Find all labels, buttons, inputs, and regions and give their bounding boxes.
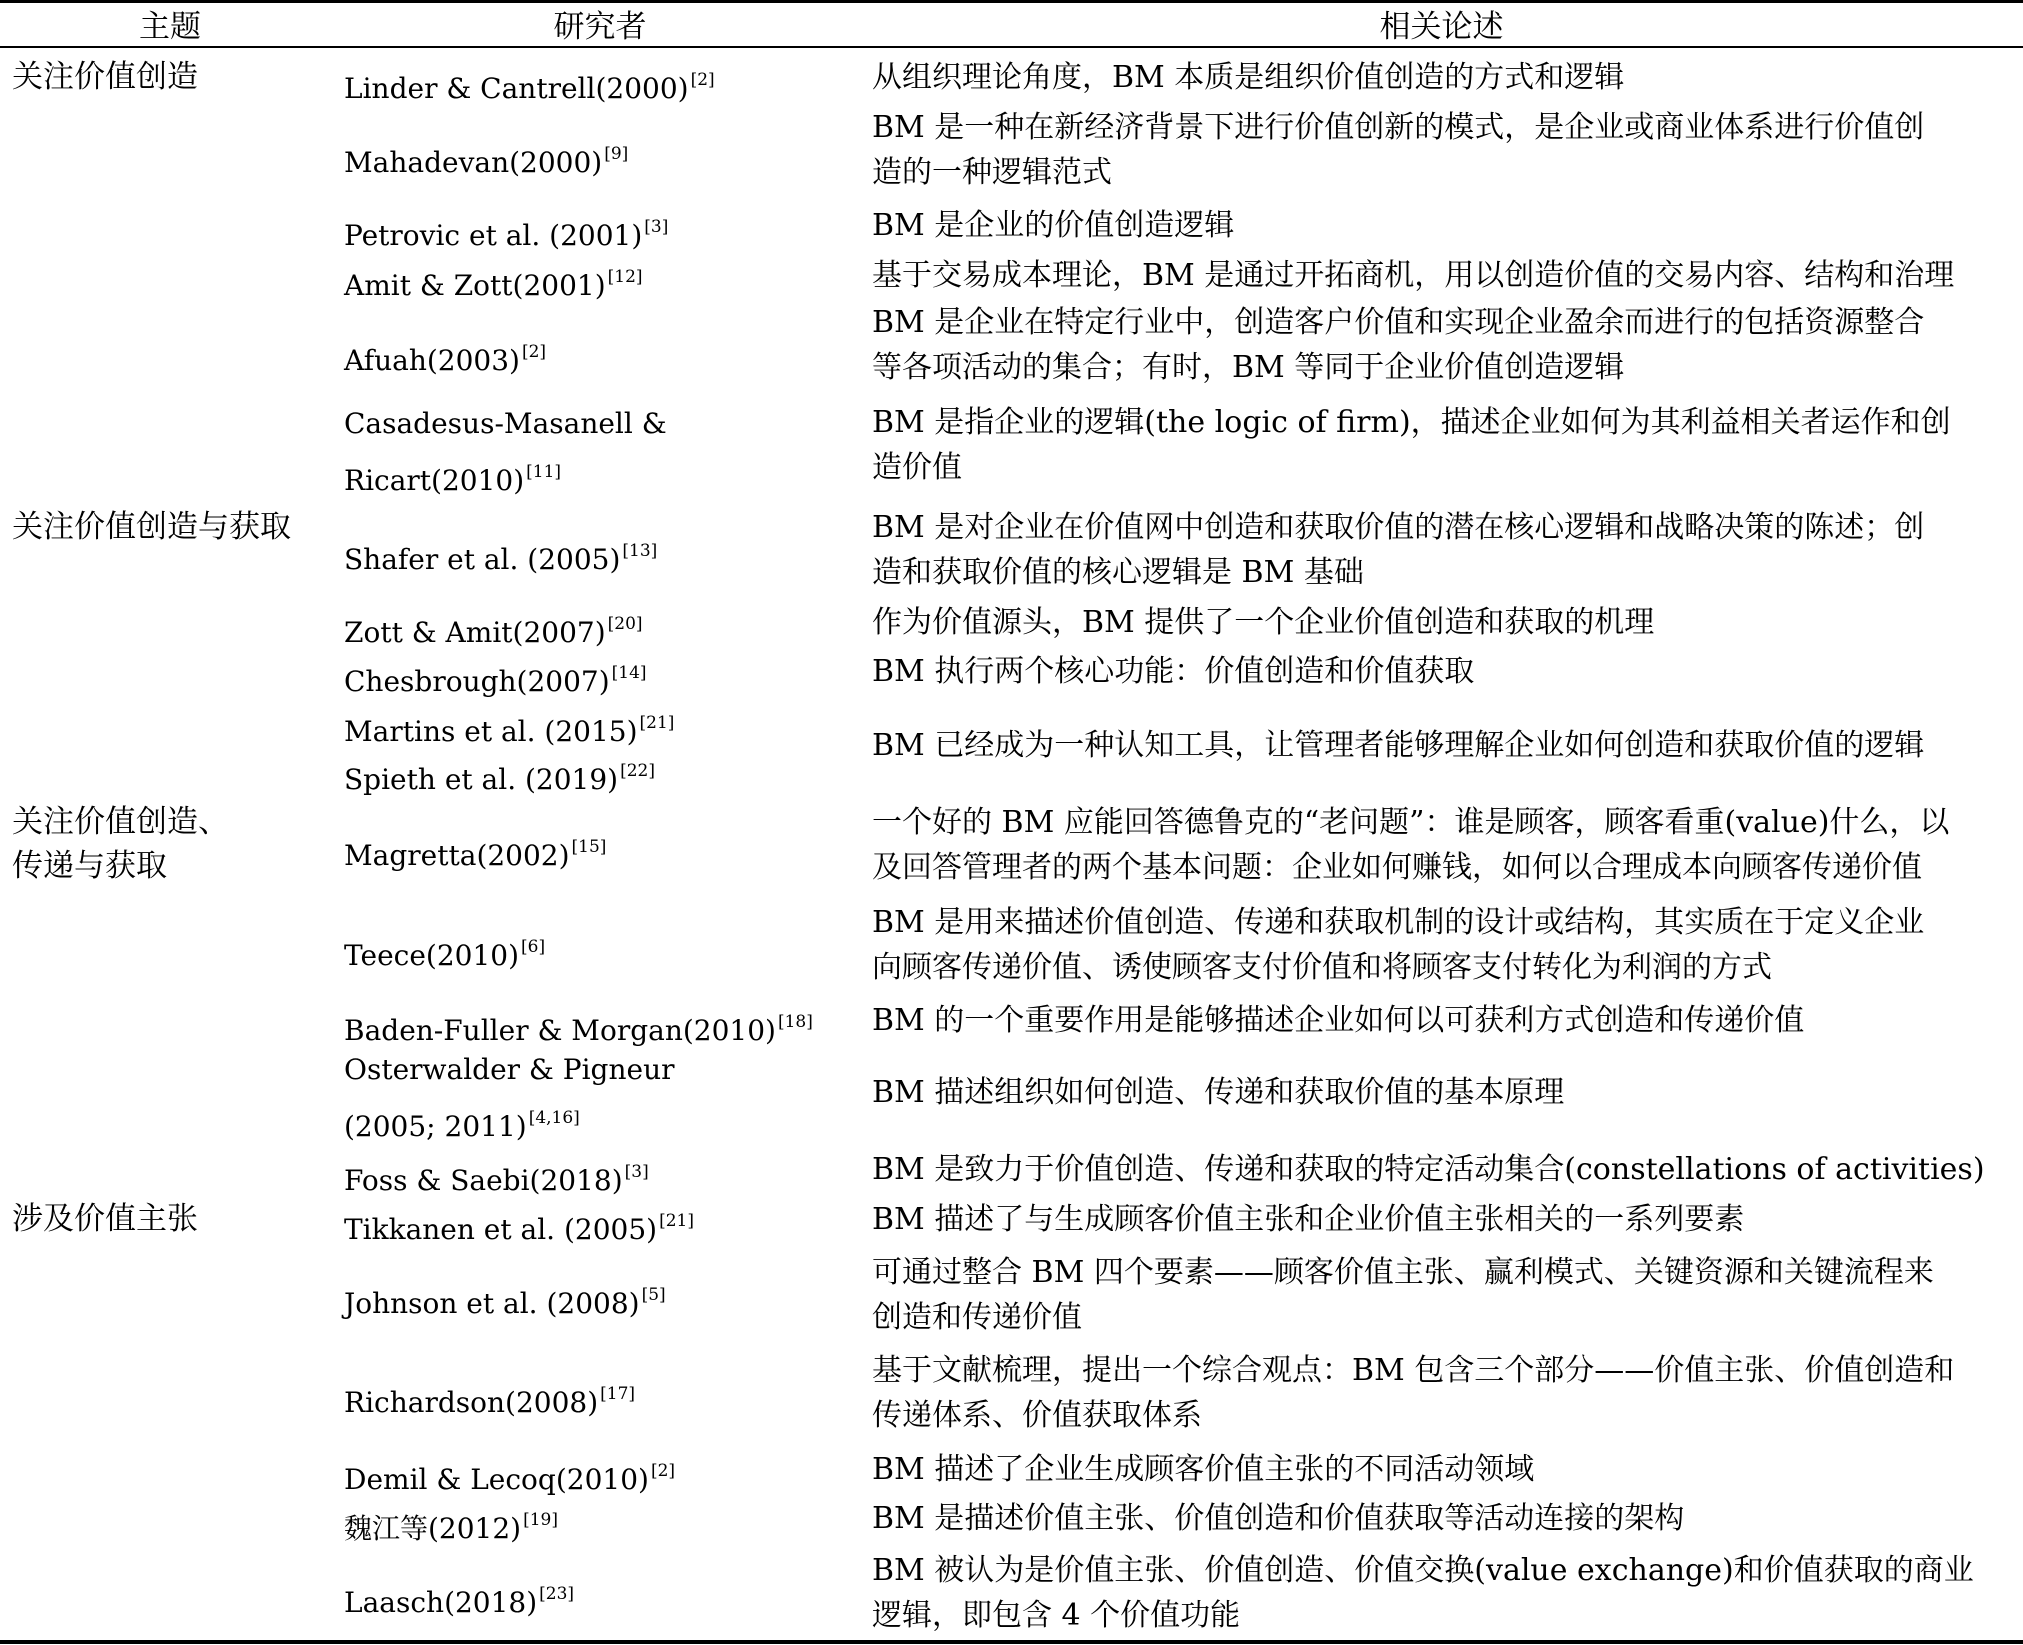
- reference-number: [6]: [521, 937, 546, 957]
- researcher-name: Mahadevan(2000): [344, 146, 603, 179]
- researcher-citation: [344, 649, 844, 706]
- reference-number: [17]: [600, 1384, 636, 1404]
- statement-text: BM 是指企业的逻辑(the logic of firm)，描述企业如何为其利益相关者运作和创: [872, 405, 1951, 440]
- researcher-name: Johnson et al. (2008): [344, 1287, 640, 1320]
- researcher-name: 魏江等(2012): [344, 1512, 522, 1545]
- reference-number: [2]: [521, 342, 547, 362]
- reference-number: [15]: [571, 837, 607, 857]
- researcher-citation: [344, 400, 844, 448]
- reference-number: [9]: [604, 144, 629, 164]
- researcher-citation: [344, 1197, 844, 1254]
- statement-text: 创造和传递价值: [872, 1300, 1082, 1335]
- researcher-citation: [344, 253, 844, 310]
- researcher-citation: [344, 130, 844, 187]
- statement-line: [872, 550, 2012, 595]
- statement-line: [872, 1250, 2012, 1295]
- researcher-name: Linder & Cantrell(2000): [344, 72, 689, 105]
- researcher-name: Richardson(2008): [344, 1386, 599, 1419]
- researcher-name: Baden-Fuller & Morgan(2010): [344, 1014, 776, 1047]
- statement-text: BM 描述了与生成顾客价值主张和企业价值主张相关的一系列要素: [872, 1202, 1745, 1237]
- statement-text: BM 是对企业在价值网中创造和获取价值的潜在核心逻辑和战略决策的陈述；创: [872, 510, 1925, 545]
- statement-text: 造价值: [872, 450, 962, 485]
- bottom-rule: [0, 1640, 2023, 1644]
- reference-number: [21]: [639, 713, 675, 733]
- statement-line: [872, 1197, 2012, 1242]
- statement-line: [872, 1070, 2012, 1115]
- statement-line: [872, 345, 2012, 390]
- researcher-citation: [344, 1496, 844, 1553]
- statement-text: 传递体系、价值获取体系: [872, 1398, 1202, 1433]
- statement-text: BM 被认为是价值主张、价值创造、价值交换(value exchange)和价值获取的商业: [872, 1553, 1974, 1588]
- researcher-name: Spieth et al. (2019): [344, 763, 619, 796]
- statement-line: [872, 1295, 2012, 1340]
- reference-number: [13]: [622, 541, 658, 561]
- researcher-citation: [344, 1046, 844, 1094]
- header-rule: [0, 46, 2023, 48]
- reference-number: [22]: [620, 761, 655, 781]
- statement-text: 向顾客传递价值、诱使顾客支付价值和将顾客支付转化为利润的方式: [872, 950, 1772, 985]
- statement-line: [872, 900, 2012, 945]
- researcher-citation: [344, 923, 844, 980]
- statement-line: [872, 845, 2012, 890]
- topic-label: 关注价值创造: [12, 59, 198, 95]
- statement-text: 及回答管理者的两个基本问题：企业如何赚钱，如何以合理成本向顾客传递价值: [872, 850, 1922, 885]
- statement-line: [872, 998, 2012, 1043]
- statement-line: [872, 1496, 2012, 1541]
- statement-line: [872, 1447, 2012, 1492]
- researcher-name: (2005; 2011): [344, 1110, 527, 1143]
- statement-line: [872, 600, 2012, 645]
- researcher-citation: [344, 56, 844, 113]
- statement-line: [872, 1147, 2012, 1192]
- researcher-citation: [344, 1271, 844, 1328]
- statement-line: [872, 300, 2012, 345]
- reference-number: [3]: [644, 217, 669, 237]
- researcher-name: Teece(2010): [344, 939, 519, 972]
- statement-text: BM 的一个重要作用是能够描述企业如何以可获利方式创造和传递价值: [872, 1003, 1805, 1038]
- researcher-name: Casadesus-Masanell &: [344, 407, 667, 440]
- topic-label: 涉及价值主张: [12, 1201, 198, 1237]
- statement-text: BM 执行两个核心功能：价值创造和价值获取: [872, 654, 1475, 689]
- statement-line: [872, 945, 2012, 990]
- researcher-name: Zott & Amit(2007): [344, 616, 606, 649]
- researcher-name: Amit & Zott(2001): [344, 269, 606, 302]
- statement-line: [872, 800, 2012, 845]
- statement-text: 造的一种逻辑范式: [872, 155, 1112, 190]
- topic-label: 关注价值创造与获取: [12, 509, 291, 545]
- statement-line: [872, 723, 2012, 768]
- researcher-name: Osterwalder & Pigneur: [344, 1053, 675, 1086]
- statement-text: BM 已经成为一种认知工具，让管理者能够理解企业如何创造和获取价值的逻辑: [872, 728, 1925, 763]
- statement-line: [872, 253, 2012, 298]
- reference-number: [2]: [650, 1461, 676, 1481]
- statement-text: BM 是企业的价值创造逻辑: [872, 208, 1235, 243]
- researcher-name: Magretta(2002): [344, 839, 570, 872]
- statement-line: [872, 445, 2012, 490]
- statement-line: [872, 55, 2012, 100]
- statement-text: 作为价值源头，BM 提供了一个企业价值创造和获取的机理: [872, 605, 1655, 640]
- researcher-citation: [344, 1370, 844, 1427]
- statement-text: 一个好的 BM 应能回答德鲁克的“老问题”：谁是顾客，顾客看重(value)什么，以: [872, 805, 1950, 840]
- statement-text: 从组织理论角度，BM 本质是组织价值创造的方式和逻辑: [872, 60, 1625, 95]
- reference-number: [18]: [777, 1012, 813, 1032]
- statement-line: [872, 1393, 2012, 1438]
- statement-line: [872, 105, 2012, 150]
- researcher-name: Martins et al. (2015): [344, 715, 638, 748]
- researcher-name: Shafer et al. (2005): [344, 543, 621, 576]
- statement-text: BM 是用来描述价值创造、传递和获取机制的设计或结构，其实质在于定义企业: [872, 905, 1925, 940]
- header-researcher: 研究者: [553, 8, 647, 45]
- statement-text: 基于交易成本理论，BM 是通过开拓商机，用以创造价值的交易内容、结构和治理: [872, 258, 1955, 293]
- statement-line: [872, 400, 2012, 445]
- statement-text: 造和获取价值的核心逻辑是 BM 基础: [872, 555, 1364, 590]
- statement-text: 逻辑，即包含 4 个价值功能: [872, 1598, 1241, 1633]
- statement-text: BM 是一种在新经济背景下进行价值创新的模式，是企业或商业体系进行价值创: [872, 110, 1925, 145]
- researcher-name: Ricart(2010): [344, 464, 525, 497]
- header-statement: 相关论述: [1379, 8, 1504, 45]
- researcher-citation: [344, 328, 844, 385]
- statement-text: BM 是企业在特定行业中，创造客户价值和实现企业盈余而进行的包括资源整合: [872, 305, 1925, 340]
- statement-text: BM 描述了企业生成顾客价值主张的不同活动领域: [872, 1452, 1535, 1487]
- statement-line: [872, 649, 2012, 694]
- researcher-citation: [344, 1570, 844, 1627]
- researcher-citation: [344, 747, 844, 804]
- reference-number: [2]: [690, 70, 715, 90]
- topic-label: 传递与获取: [12, 848, 167, 884]
- statement-line: [872, 1593, 2012, 1638]
- researcher-citation: [344, 527, 844, 584]
- statement-line: [872, 1348, 2012, 1393]
- statement-text: BM 描述组织如何创造、传递和获取价值的基本原理: [872, 1075, 1565, 1110]
- researcher-name: Chesbrough(2007): [344, 665, 610, 698]
- statement-line: [872, 150, 2012, 195]
- reference-number: [11]: [526, 462, 562, 482]
- reference-number: [14]: [611, 663, 647, 683]
- statement-text: BM 是致力于价值创造、传递和获取的特定活动集合(constellations of activities): [872, 1152, 1985, 1187]
- topic-label: 关注价值创造、: [12, 804, 229, 840]
- reference-number: [3]: [624, 1162, 649, 1182]
- researcher-name: Tikkanen et al. (2005): [344, 1213, 658, 1246]
- researcher-name: Foss & Saebi(2018): [344, 1164, 623, 1197]
- statement-line: [872, 1548, 2012, 1593]
- reference-number: [5]: [641, 1285, 666, 1305]
- researcher-citation: [344, 448, 844, 505]
- researcher-name: Demil & Lecoq(2010): [344, 1463, 649, 1496]
- reference-number: [21]: [659, 1211, 694, 1231]
- statement-text: BM 是描述价值主张、价值创造和价值获取等活动连接的架构: [872, 1501, 1685, 1536]
- reference-number: [20]: [607, 614, 643, 634]
- statement-text: 可通过整合 BM 四个要素——顾客价值主张、赢利模式、关键资源和关键流程来: [872, 1255, 1934, 1290]
- reference-number: [12]: [607, 267, 643, 287]
- researcher-name: Laasch(2018): [344, 1586, 538, 1619]
- researcher-citation: [344, 203, 844, 260]
- statement-line: [872, 505, 2012, 550]
- researcher-name: Afuah(2003): [344, 344, 520, 377]
- statement-text: 等各项活动的集合；有时，BM 等同于企业价值创造逻辑: [872, 350, 1625, 385]
- researcher-citation: [344, 1094, 844, 1151]
- researcher-name: Petrovic et al. (2001): [344, 219, 643, 252]
- statement-line: [872, 203, 2012, 248]
- researcher-citation: [344, 823, 844, 880]
- reference-number: [19]: [523, 1510, 559, 1530]
- reference-number: [23]: [539, 1584, 575, 1604]
- statement-text: 基于文献梳理，提出一个综合观点：BM 包含三个部分——价值主张、价值创造和: [872, 1353, 1955, 1388]
- header-topic: 主题: [139, 8, 201, 45]
- reference-number: [4,16]: [528, 1108, 580, 1128]
